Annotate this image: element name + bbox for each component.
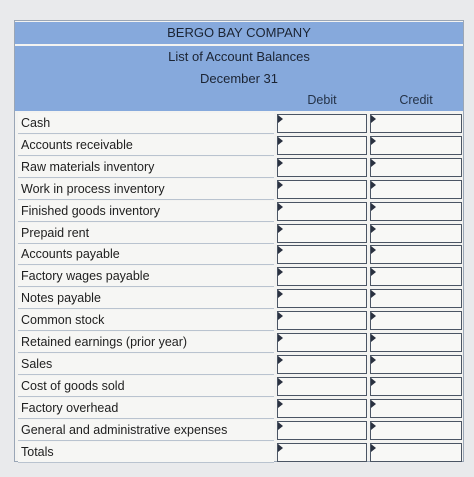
account-label: Finished goods inventory [18,201,274,222]
account-label: Common stock [18,310,274,331]
debit-input[interactable] [277,136,367,155]
account-label: Accounts payable [18,244,274,265]
account-balances-sheet [14,20,464,462]
table-row [15,288,463,310]
account-label: Notes payable [18,288,274,309]
table-row [15,442,463,464]
debit-input[interactable] [277,224,367,243]
table-row [15,420,463,442]
debit-input[interactable] [277,202,367,221]
debit-input[interactable] [277,355,367,374]
account-label: Cost of goods sold [18,376,274,397]
table-row [15,376,463,398]
account-label: Cash [18,113,274,134]
report-date: December 31 [15,68,463,90]
account-label: General and administrative expenses [18,420,274,441]
debit-input[interactable] [277,180,367,199]
company-name: BERGO BAY COMPANY [15,22,463,44]
credit-input[interactable] [370,224,462,243]
column-header-row [15,90,463,111]
report-title: List of Account Balances [15,46,463,68]
debit-input[interactable] [277,311,367,330]
credit-input[interactable] [370,267,462,286]
debit-input[interactable] [277,158,367,177]
table-row [15,354,463,376]
credit-input[interactable] [370,158,462,177]
credit-input[interactable] [370,114,462,133]
table-row [15,179,463,201]
debit-input[interactable] [277,399,367,418]
debit-input[interactable] [277,443,367,462]
table-row [15,113,463,135]
credit-input[interactable] [370,421,462,440]
account-label: Factory overhead [18,398,274,419]
credit-input[interactable] [370,377,462,396]
account-label: Retained earnings (prior year) [18,332,274,353]
account-label: Sales [18,354,274,375]
debit-input[interactable] [277,289,367,308]
debit-input[interactable] [277,245,367,264]
debit-input[interactable] [277,267,367,286]
credit-input[interactable] [370,311,462,330]
debit-input[interactable] [277,377,367,396]
credit-input[interactable] [370,399,462,418]
debit-input[interactable] [277,333,367,352]
account-label: Work in process inventory [18,179,274,200]
table-row [15,223,463,245]
table-row [15,310,463,332]
credit-input[interactable] [370,355,462,374]
debit-input[interactable] [277,114,367,133]
table-row [15,266,463,288]
credit-input[interactable] [370,245,462,264]
table-row [15,201,463,223]
credit-input[interactable] [370,202,462,221]
table-row [15,244,463,266]
account-label: Raw materials inventory [18,157,274,178]
credit-column-header: Credit [399,93,433,107]
account-label: Prepaid rent [18,223,274,244]
account-label: Factory wages payable [18,266,274,287]
debit-column-header: Debit [307,93,337,107]
debit-input[interactable] [277,421,367,440]
credit-input[interactable] [370,443,462,462]
table-row [15,332,463,354]
credit-input[interactable] [370,136,462,155]
table-row [15,135,463,157]
table-row [15,157,463,179]
table-row [15,398,463,420]
credit-input[interactable] [370,180,462,199]
credit-input[interactable] [370,289,462,308]
account-label: Accounts receivable [18,135,274,156]
credit-input[interactable] [370,333,462,352]
account-label: Totals [18,442,274,463]
